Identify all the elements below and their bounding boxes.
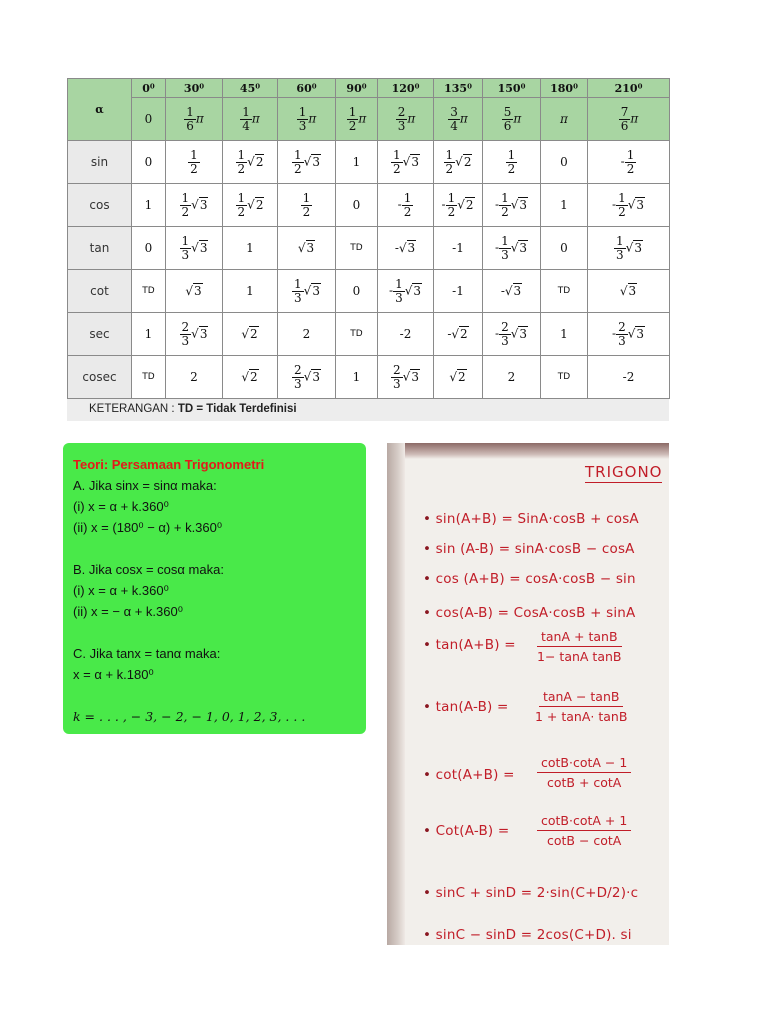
formula-cos-diff: • cos(A-B) = CosA·cosB + sinA <box>423 605 636 621</box>
notebook-heading: TRIGONO <box>585 463 663 481</box>
radian-header-cell: $\frac{1}{3}$ π <box>278 98 336 141</box>
formula-sin-sum-to-product: • sinC + sinD = 2·sin(C+D/2)·c <box>423 885 639 901</box>
value-cell: - $\frac{1}{3}$ √3 <box>378 270 434 313</box>
value-cell: 1 <box>541 184 588 227</box>
function-label-cell: sec <box>68 313 132 356</box>
table-note-definition: TD = Tidak Terdefinisi <box>177 403 297 415</box>
table-row-cos <box>68 184 670 227</box>
value-cell: 0 <box>132 141 166 184</box>
radian-header-cell: π <box>541 98 588 141</box>
theory-case-b-solution-1: (i) x = α + k.360⁰ <box>73 583 169 598</box>
degree-header-cell: 210⁰ <box>588 79 670 98</box>
table-row-sin <box>68 141 670 184</box>
formula-cot-sum-fraction: cotB·cotA − 1 cotB + cotA <box>537 755 631 790</box>
value-cell: $\frac{1}{2}$ √3 <box>378 141 434 184</box>
value-cell: - $\frac{1}{3}$ √3 <box>483 227 541 270</box>
value-cell: 1 <box>132 184 166 227</box>
degree-header-cell: 180⁰ <box>541 79 588 98</box>
value-cell: - $\frac{1}{2}$ <box>378 184 434 227</box>
formula-tan-sum-fraction: tanA + tanB 1− tanA tanB <box>537 629 622 664</box>
angle-header-cell: α <box>68 79 132 141</box>
theory-case-c-solution: x = α + k.180⁰ <box>73 667 154 682</box>
value-cell: $\frac{1}{2}$ √2 <box>223 184 278 227</box>
radian-header-cell: 0 <box>132 98 166 141</box>
value-cell: 2 <box>166 356 223 399</box>
value-cell: TD <box>541 356 588 399</box>
value-cell: 0 <box>541 227 588 270</box>
degree-header-cell: 120⁰ <box>378 79 434 98</box>
value-cell: TD <box>336 313 378 356</box>
value-cell: -1 <box>434 227 483 270</box>
radian-header-cell: $\frac{3}{4}$ π <box>434 98 483 141</box>
value-cell: -1 <box>434 270 483 313</box>
value-cell: $\frac{2}{3}$ √3 <box>166 313 223 356</box>
value-cell: $\frac{1}{2}$ <box>278 184 336 227</box>
trig-equation-theory-box <box>63 443 366 734</box>
value-cell: 1 <box>336 141 378 184</box>
function-label-cell: cot <box>68 270 132 313</box>
value-cell: $\frac{1}{2}$ √2 <box>223 141 278 184</box>
table-row-tan <box>68 227 670 270</box>
theory-case-a-solution-2: (ii) x = (180⁰ − α) + k.360⁰ <box>73 520 223 535</box>
value-cell: 1 <box>223 270 278 313</box>
table-row-cot <box>68 270 670 313</box>
formula-tan-sum-lhs: • tan(A+B) = <box>423 637 516 653</box>
function-label-cell: cos <box>68 184 132 227</box>
value-cell: - $\frac{1}{2}$ √3 <box>483 184 541 227</box>
degree-header-cell: 30⁰ <box>166 79 223 98</box>
value-cell: $\frac{1}{2}$ <box>166 141 223 184</box>
theory-case-c-heading: C. Jika tanx = tanα maka: <box>73 646 221 661</box>
value-cell: $\frac{2}{3}$ √3 <box>278 356 336 399</box>
table-row-cosec <box>68 356 670 399</box>
value-cell: $\frac{2}{3}$ √3 <box>378 356 434 399</box>
value-cell: $\frac{1}{2}$ √3 <box>166 184 223 227</box>
value-cell: -2 <box>378 313 434 356</box>
value-cell: -√3 <box>483 270 541 313</box>
value-cell: $\frac{1}{2}$ √2 <box>434 141 483 184</box>
value-cell: 0 <box>336 184 378 227</box>
theory-case-a-heading: A. Jika sinx = sinα maka: <box>73 478 217 493</box>
value-cell: $\frac{1}{3}$ √3 <box>278 270 336 313</box>
value-cell: $\frac{1}{2}$ √3 <box>278 141 336 184</box>
value-cell: $\frac{1}{3}$ √3 <box>166 227 223 270</box>
value-cell: √3 <box>166 270 223 313</box>
value-cell: TD <box>132 356 166 399</box>
radian-header-cell: $\frac{2}{3}$ π <box>378 98 434 141</box>
table-note <box>67 399 669 421</box>
radian-header-cell: $\frac{7}{6}$ π <box>588 98 670 141</box>
value-cell: - $\frac{1}{2}$ <box>588 141 670 184</box>
formula-cos-sum: • cos (A+B) = cosA·cosB − sin <box>423 571 636 587</box>
value-cell: - $\frac{1}{2}$ √2 <box>434 184 483 227</box>
value-cell: -2 <box>588 356 670 399</box>
value-cell: 2 <box>278 313 336 356</box>
radian-header-cell: $\frac{5}{6}$ π <box>483 98 541 141</box>
degree-header-cell: 60⁰ <box>278 79 336 98</box>
theory-title: Teori: Persamaan Trigonometri <box>73 457 265 472</box>
value-cell: 0 <box>336 270 378 313</box>
value-cell: - $\frac{2}{3}$ √3 <box>483 313 541 356</box>
value-cell: -√3 <box>378 227 434 270</box>
formula-sin-sum: • sin(A+B) = SinA·cosB + cosA <box>423 511 639 527</box>
formula-cot-diff-fraction: cotB·cotA + 1 cotB − cotA <box>537 813 631 848</box>
theory-case-a-solution-1: (i) x = α + k.360⁰ <box>73 499 169 514</box>
value-cell: √2 <box>223 313 278 356</box>
value-cell: - $\frac{2}{3}$ √3 <box>588 313 670 356</box>
trig-values-table-container <box>67 78 669 421</box>
value-cell: TD <box>132 270 166 313</box>
value-cell: -√2 <box>434 313 483 356</box>
table-row-sec <box>68 313 670 356</box>
value-cell: 0 <box>541 141 588 184</box>
value-cell: $\frac{1}{3}$ √3 <box>588 227 670 270</box>
trig-values-table <box>67 78 670 399</box>
formula-cot-diff-lhs: • Cot(A-B) = <box>423 823 510 839</box>
value-cell: √3 <box>588 270 670 313</box>
notebook-photo <box>387 443 669 945</box>
formula-cot-sum-lhs: • cot(A+B) = <box>423 767 515 783</box>
function-label-cell: tan <box>68 227 132 270</box>
value-cell: √3 <box>278 227 336 270</box>
formula-tan-diff-fraction: tanA − tanB 1 + tanA· tanB <box>535 689 628 724</box>
value-cell: 1 <box>132 313 166 356</box>
theory-case-b-solution-2: (ii) x = − α + k.360⁰ <box>73 604 183 619</box>
degree-header-cell: 135⁰ <box>434 79 483 98</box>
degree-header-cell: 45⁰ <box>223 79 278 98</box>
degree-header-cell: 150⁰ <box>483 79 541 98</box>
degree-header-cell: 0⁰ <box>132 79 166 98</box>
value-cell: 1 <box>223 227 278 270</box>
value-cell: TD <box>336 227 378 270</box>
value-cell: - $\frac{1}{2}$ √3 <box>588 184 670 227</box>
function-label-cell: cosec <box>68 356 132 399</box>
value-cell: √2 <box>223 356 278 399</box>
formula-sin-diff: • sin (A-B) = sinA·cosB − cosA <box>423 541 635 557</box>
table-note-prefix: KETERANGAN : <box>89 403 178 415</box>
value-cell: √2 <box>434 356 483 399</box>
value-cell: 1 <box>541 313 588 356</box>
radian-header-cell: $\frac{1}{6}$ π <box>166 98 223 141</box>
formula-sin-diff-to-product: • sinC − sinD = 2cos(C+D). si <box>423 927 632 943</box>
radian-header-cell: $\frac{1}{2}$ π <box>336 98 378 141</box>
radian-header-cell: $\frac{1}{4}$ π <box>223 98 278 141</box>
theory-k-values: k = . . . , − 3, − 2, − 1, 0, 1, 2, 3, . . . <box>73 709 306 724</box>
value-cell: TD <box>541 270 588 313</box>
formula-tan-diff-lhs: • tan(A-B) = <box>423 699 509 715</box>
value-cell: 2 <box>483 356 541 399</box>
value-cell: 0 <box>132 227 166 270</box>
function-label-cell: sin <box>68 141 132 184</box>
notebook-binding <box>387 443 405 945</box>
value-cell: $\frac{1}{2}$ <box>483 141 541 184</box>
value-cell: 1 <box>336 356 378 399</box>
degree-header-cell: 90⁰ <box>336 79 378 98</box>
theory-case-b-heading: B. Jika cosx = cosα maka: <box>73 562 224 577</box>
